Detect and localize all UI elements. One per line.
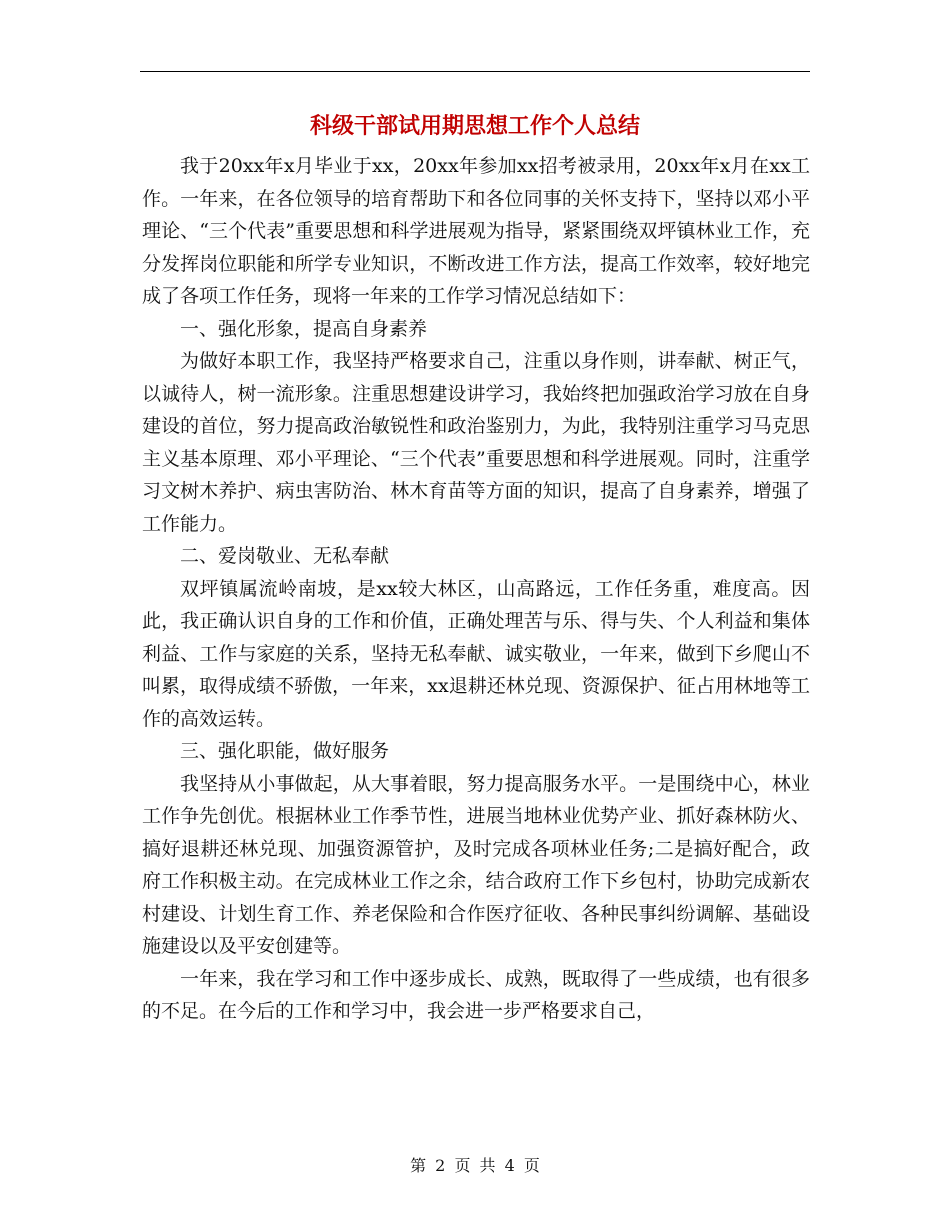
paragraph-section-3: 我坚持从小事做起，从大事着眼，努力提高服务水平。一是围绕中心，林业工作争先创优。根据林业工作季节性，进展当地林业优势产业、抓好森林防火、搞好退耕还林兑现、加强资源管护，及时完成各项林业任务;二是搞好配合，政府工作积极主动。在完成林业工作之余，结合政府工作下乡包村，协助完成新农村建设、计划生育工作、养老保险和合作医疗征收、各种民事纠纷调解、基础设施建设以及平安创建等。 bbox=[142, 772, 810, 957]
section-heading-1: 一、强化形象，提高自身素养 bbox=[180, 317, 428, 340]
document-body bbox=[142, 150, 810, 1028]
section-heading-3: 三、强化职能，做好服务 bbox=[180, 740, 390, 762]
paragraph-conclusion: 一年来，我在学习和工作中逐步成长、成熟，既取得了一些成绩，也有很多的不足。在今后的工作和学习中，我会进一步严格要求自己， bbox=[142, 967, 810, 1022]
section-heading-2: 二、爱岗敬业、无私奉献 bbox=[180, 545, 390, 567]
page-footer: 第 2 页 共 4 页 bbox=[410, 1156, 540, 1175]
paragraph-section-1: 为做好本职工作，我坚持严格要求自己，注重以身作则，讲奉献、树正气，以诚待人，树一流形象。注重思想建设讲学习，我始终把加强政治学习放在自身建设的首位，努力提高政治敏锐性和政治鉴别力，为此，我特别注重学习马克思主义基本原理、邓小平理论、“三个代表”重要思想和科学进展观。同时，注重学习文树木养护、病虫害防治、林木育苗等方面的知识，提高了自身素养，增强了工作能力。 bbox=[142, 350, 810, 535]
document-title: 科级干部试用期思想工作个人总结 bbox=[309, 113, 640, 139]
header-rule bbox=[140, 71, 810, 72]
paragraph-section-2: 双坪镇属流岭南坡，是xx较大林区，山高路远，工作任务重，难度高。因此，我正确认识自身的工作和价值，正确处理苦与乐、得与失、个人利益和集体利益、工作与家庭的关系，坚持无私奉献、诚实敬业，一年来，做到下乡爬山不叫累，取得成绩不骄傲，一年来，xx退耕还林兑现、资源保护、征占用林地等工作的高效运转。 bbox=[142, 577, 810, 730]
paragraph-intro: 我于20xx年x月毕业于xx，20xx年参加xx招考被录用，20xx年x月在xx工作。一年来，在各位领导的培育帮助下和各位同事的关怀支持下，坚持以邓小平理论、“三个代表”重要思想和科学进展观为指导，紧紧围绕双坪镇林业工作，充分发挥岗位职能和所学专业知识，不断改进工作方法，提高工作效率，较好地完成了各项工作任务，现将一年来的工作学习情况总结如下： bbox=[142, 155, 810, 307]
